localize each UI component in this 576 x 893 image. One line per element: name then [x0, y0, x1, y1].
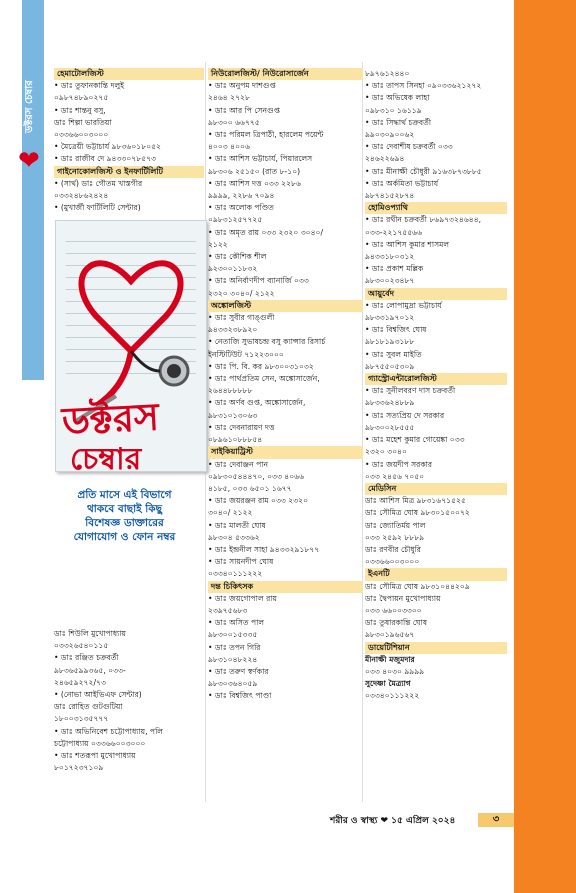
entry-line: • ডাঃ তুফানকান্তি দলুই: [54, 80, 204, 92]
entry-line: ৯৮৩৩৬২৪৮৮৯: [365, 398, 415, 408]
entry-line: • ডাঃ অনির্বাণদীপ ব্যানার্জি ০৩৩: [208, 275, 363, 287]
entry-line: ২৩২০ ৩০৪০/ ২১২২: [208, 288, 275, 298]
entry-line: • ডাঃ অমৃত রায় ০৩৩ ২৩২০ ৩০৪০/: [208, 227, 363, 239]
promo-line: বিশেষজ্ঞ ডাক্তারের: [85, 517, 164, 529]
entry-line: ডাঃ আশিস মিত্র ৯৮৩১৬৭১৫২৫: [365, 496, 466, 506]
entry-line: • ডাঃ দেবাঞ্জন পান: [208, 459, 363, 471]
entry-line: • (মুখার্জী ফার্টিলিটি সেন্টার): [54, 202, 204, 214]
entry-line: • ডাঃ সুনীলবরণ দাস চক্রবর্তী: [365, 385, 507, 397]
entry-line: ৯৯৯৯, ২২৮৬ ৭০৯৪: [208, 191, 275, 201]
category-heading: নিউরোলজিস্ট/ নিউরোসার্জেন: [208, 68, 363, 80]
entry-line: • ডাঃ মহেশ কুমার গোয়েঙ্কা ০৩৩: [365, 434, 507, 446]
entry-line: • ডাঃ সত্যপ্রিয় দে সরকার: [365, 410, 507, 422]
entry-line: • ডাঃ জয়গোপাল রায়: [208, 593, 363, 605]
entry-line: • ডাঃ প্রকাশ মল্লিক: [365, 263, 507, 275]
entry-line: ডাঃ সৌমিত্র ঘোষ ৯৮৩১০৪৪২০৯: [365, 581, 470, 591]
promo-text: [42, 488, 207, 544]
category-heading: ডায়েটিশিয়ান: [365, 642, 507, 654]
category-heading: গাইনোকোলজিস্ট ও ইনফার্টিলিটি: [54, 166, 204, 178]
entry-line: ০৩৩৬৬০০৩০০০: [54, 130, 109, 140]
entry-line: ৯৮৩৩১৯৭০১২: [365, 313, 415, 323]
entry-line: ৯৮৩০৩৬৪০৫৯: [208, 679, 258, 689]
entry-line: • ডাঃ দেবনারায়ণ দত্ত: [208, 422, 363, 434]
section-subtitle: চেম্বার: [70, 442, 142, 477]
entry-line: ৯৮৩০০১৫৩৩৫: [208, 630, 258, 640]
entry-line: • ডাঃ সুবীর গাঙ্গুলী: [208, 312, 363, 324]
entry-line: ৯৮৩০৬ ২৫১৫০ (রাত ৮-১০): [208, 166, 301, 176]
entry-line: • ডাঃ অলোক পণ্ডিত: [208, 202, 363, 214]
entry-line: ৯৮৩৬৫৯৯৩৬৫, ০৩৩-: [54, 665, 126, 675]
entry-line: • ডাঃ আশিস দত্ত ০৩৩ ২২৮৬: [208, 178, 363, 190]
entry-line: • ডাঃ অভিষেক লাহা: [365, 92, 507, 104]
promo-line: থাকবে বাছাই কিছু: [86, 503, 163, 515]
entry-line: • ডাঃ পরিমল ত্রিপাঠী, হারলেম পয়েন্ট: [208, 129, 363, 141]
entry-line: • ডাঃ অর্ণব গুপ্ত, অঙ্কোসার্জেন,: [208, 397, 363, 409]
entry-line: ০৩৩৪০১১১২২২: [365, 691, 420, 701]
entry-line: ০৯৮৭৪৮৯০২৭৫: [54, 93, 109, 103]
entry-line: • ডাঃ জয়রঞ্জন রাম ০৩৩ ২৩২০: [208, 495, 363, 507]
entry-line: ৯৮৩০০২৩৪৮৭: [365, 276, 415, 286]
entry-line: ডাঃ শিউলি মুখোপাধ্যায়: [54, 629, 127, 638]
entry-line: • ডাঃ শতরূপা মুখোপাধ্যায়: [54, 750, 204, 762]
entry-line: ০৩৩ ২৪৫৬ ৭০৫০: [365, 471, 425, 481]
entry-line: ০৩৩ ৪০৩০ ৯৯৯৯: [365, 666, 425, 676]
entry-line: চট্টোপাধ্যায় ০৩৩৬৬০০৩০০০: [54, 738, 146, 748]
category-heading: অঙ্কোলজিস্ট: [208, 300, 363, 312]
entry-line: ৯৮১৮১৯৩১৮৮: [365, 337, 415, 347]
entry-line: ০৩৩২৪৮৬২৪২৪: [54, 191, 109, 201]
entry-line: ২৩৯৭৫৬৮৩: [208, 605, 248, 615]
entry-line: ৮৯৭৬১২৪৪০: [365, 69, 410, 78]
category-heading: হেমাটোলজিস্ট: [54, 68, 204, 80]
entry-line: • ডাঃ দেবাশীষ চক্রবর্তী ০৩৩: [365, 141, 507, 153]
entry-line: ৯৪৩৩২৩৮৯২০: [208, 325, 258, 335]
entry-line: ৪১৮৫, ০৩৩ ৬৫০১ ১৬৭৭: [208, 483, 292, 493]
entry-line: • ডাঃ তপন গিরি: [208, 642, 363, 654]
entry-line: ৯৮৩১০৪৮২২৪: [208, 654, 258, 664]
column-1-top: [54, 68, 204, 214]
entry-line: • ডাঃ মীনাক্ষী চৌধুরী ৯১৬৩৮৭৩৮৮৫: [365, 166, 507, 178]
entry-line: ডাঃ জ্যোতির্ময় পাল: [365, 520, 426, 530]
entry-line: • ডাঃ ইন্দ্রনীল সাহা ৯৪৩৩২৯১৮৭৭: [208, 544, 363, 556]
entry-line: • ডাঃ পি. বি. কর ৯৮৩০০৩১০৩২: [208, 361, 363, 373]
entry-line: ০৩৩ ২৫৯২ ৮৮৮৯: [365, 532, 425, 542]
column-3: [365, 68, 507, 703]
entry-line: ২৬৪৪৮৮৮৮৮: [208, 386, 253, 396]
category-heading: ইএনটি: [365, 568, 507, 580]
entry-line: ৯২৩০০১১৮৩২: [208, 264, 258, 274]
entry-line: ৯৮৩১০১৩০৬৩: [208, 410, 258, 420]
promo-box: [42, 488, 207, 544]
entry-line: ৯৮৩০০২৮৫৫৫: [365, 422, 415, 432]
entry-line: ৯৮৩০০ ৬৬৭৭৫: [208, 117, 260, 127]
category-heading: দন্ত চিকিৎসক: [208, 581, 363, 593]
entry-line: ৩০৪০/ ২১২২: [208, 508, 253, 518]
entry-line: • ডাঃ পার্থপ্রতিম সেন, অঙ্কোসার্জেন,: [208, 373, 363, 385]
section-title: ডক্টরস: [60, 394, 160, 444]
entry-line: ইনস্টিটিউট ৭১২২৩০০০: [208, 349, 284, 359]
entry-line: ডাঃ রণবীর চৌধুরি: [365, 544, 421, 554]
entry-line: ২১২২: [208, 239, 228, 249]
entry-line: • ডাঃ তাপস সিনহা ০৯০৩৩৬২১২৭২: [365, 80, 507, 92]
entry-line: ০৩৩ ৬৬০০৩৩০০: [365, 605, 422, 615]
entry-line: ০৩৩৬৬০০৩০০০: [365, 557, 420, 567]
entry-line: • ডাঃ অর্কমিতা ভট্টাচার্য: [365, 178, 507, 190]
category-heading: আয়ুর্বেদ: [365, 288, 507, 300]
orange-side-strip: [514, 0, 576, 893]
entry-line: • ডাঃ রথীন চক্রবর্তী ৮৬৯৭৩২৪৬৪৪,: [365, 214, 507, 226]
entry-line: • (সার্থ) ডাঃ গৌতম খাস্তগীর: [54, 178, 204, 190]
entry-line: • ডাঃ অসিত পাল: [208, 617, 363, 629]
entry-line: ২৩২০ ৩০৪০: [365, 447, 407, 457]
entry-line: ডাঃ শিল্পা ভারতিয়া: [54, 117, 112, 127]
entry-line: • ডাঃ সায়নদীপ ঘোষ: [208, 556, 363, 568]
entry-line: • ডাঃ তরুণ স্বর্ণকার: [208, 666, 363, 678]
entry-line: • ডাঃ কৌশিক শীল: [208, 251, 363, 263]
entry-line: ২৪৬৪ ২৭২৮: [208, 93, 250, 103]
entry-line: • ডাঃ শান্তনু বসু,: [54, 105, 204, 117]
entry-line: ৪০০৩ ৪০০৬: [208, 142, 250, 152]
entry-line: ৯৮৩০৪ ৫৩৩৬২: [208, 532, 260, 542]
page-number: ৩: [478, 813, 514, 827]
entry-line: ০৩৩২৬৫৪০১১৫: [54, 641, 109, 651]
column-1-bottom: [54, 628, 204, 774]
entry-line: • (নোভা আইভিএফ সেন্টার): [54, 689, 204, 701]
footer-text: শরীর ও স্বাস্থ্য ❤ ১৫ এপ্রিল ২০২৪: [330, 816, 456, 826]
category-heading: হোমিওপ্যাথি: [365, 202, 507, 214]
entry-line: • ডাঃ আশিস ভট্টাচার্য, পিয়ারলেস: [208, 153, 363, 165]
entry-line: • ডাঃ রাজীব দে ৯৪৩৩০৭৮৫৭৩: [54, 153, 204, 165]
entry-line: ডাঃ তুষারকান্তি ঘোষ: [365, 618, 428, 628]
category-heading: গ্যাস্ট্রোএন্টারোলজিস্ট: [365, 373, 507, 385]
entry-line: ৯৮৭৪১৫২৮৭৪: [365, 191, 415, 201]
promo-line: যোগাযোগ ও ফোন নম্বর: [73, 531, 176, 543]
entry-line: • ডাঃ অনুপম দাশগুপ্ত: [208, 80, 363, 92]
entry-line: ৯৪৩৩১৮০৩১২: [365, 252, 415, 262]
entry-line: • ডাঃ সিদ্ধার্থ চক্রবর্তী: [365, 117, 507, 129]
entry-line: ৯৮৩০১৯৬৫৬৭: [365, 630, 415, 640]
entry-line: • ডাঃ জয়দীপ সরকার: [365, 459, 507, 471]
entry-line: • ডাঃ বিশ্বজিৎ ঘোষ: [365, 324, 507, 336]
entry-line: • নেতাজি সুভাষচন্দ্র বসু ক্যান্সার রিসার্চ: [208, 336, 363, 348]
entry-line: ৯৯০৩০৯০০৬২: [365, 130, 415, 140]
column-2: [208, 68, 363, 703]
entry-line: ৮০১৭২৩৭১০৯: [54, 763, 104, 773]
entry-line: ডাঃ রোহিত গুটগুটিয়া: [54, 702, 123, 712]
entry-line: • ডাঃ অভিনিবেশ চট্টোপাধ্যায়, পলি: [54, 726, 204, 738]
entry-line: • ডাঃ লোপামুদ্রা ভট্টাচার্য: [365, 300, 507, 312]
category-heading: সাইকিয়াট্রিস্ট: [208, 446, 363, 458]
entry-line: ০৯৮৩১০ ১৬১১৯: [365, 105, 422, 115]
entry-line: ১৮০০৩১৩৫৭৭৭: [54, 714, 109, 724]
heart-icon: ❤: [18, 146, 40, 176]
entry-line: ০৯৮৩০৫৪৪৪৭০, ০৩৩ ৪০৬৬: [208, 471, 305, 481]
entry-line: • ডাঃ আশিস কুমার শাসমল: [365, 239, 507, 251]
promo-line: প্রতি মাসে এই বিভাগে: [77, 489, 172, 501]
entry-line: ০৩৩-২২১৭৫৫৬৬: [365, 227, 423, 237]
entry-line: • মৈত্রেয়ী ভট্টাচার্য ৯৮৩৬০১৮০৫২: [54, 141, 204, 153]
entry-line: ০৩৩৪০১১১২২২: [208, 569, 263, 579]
entry-line: সুদেষ্ণা মৈত্র্যাগ: [365, 679, 411, 689]
entry-line: ০৮৯৬১০৮৮৮৫৪: [208, 435, 263, 445]
entry-line: ডাঃ সৌমিত্র ঘোষ ৯৮৩০১৫০০৭২: [365, 508, 470, 518]
entry-line: ৯৮৭৫৫০৫৩০৯: [365, 361, 415, 371]
entry-line: মীনাক্ষী মজুমদার: [365, 654, 415, 664]
entry-line: ০৯৮৩১২৫৭৭২৫: [208, 215, 263, 225]
entry-line: • ডাঃ বিশ্বজিৎ পাণ্ডা: [208, 690, 363, 702]
category-heading: মেডিসিন: [365, 483, 507, 495]
side-section-label: ডক্টরস চেম্বার: [24, 80, 35, 134]
entry-line: • ডাঃ রঞ্জিত চক্রবর্তী: [54, 652, 204, 664]
entry-line: ২৪৬২২৬৯৪: [365, 154, 405, 164]
entry-line: ২৪৬৫৯২৭২/৭৩: [54, 677, 106, 687]
entry-line: • ডাঃ সুবল মাইতি: [365, 349, 507, 361]
entry-line: • ডাঃ আর পি সেনগুপ্ত: [208, 105, 363, 117]
entry-line: • ডাঃ মালতী ঘোষ: [208, 520, 363, 532]
blue-side-strip: [22, 0, 44, 380]
entry-line: ডাঃ দ্বৈপায়ন মুখোপাধ্যায়: [365, 593, 441, 603]
